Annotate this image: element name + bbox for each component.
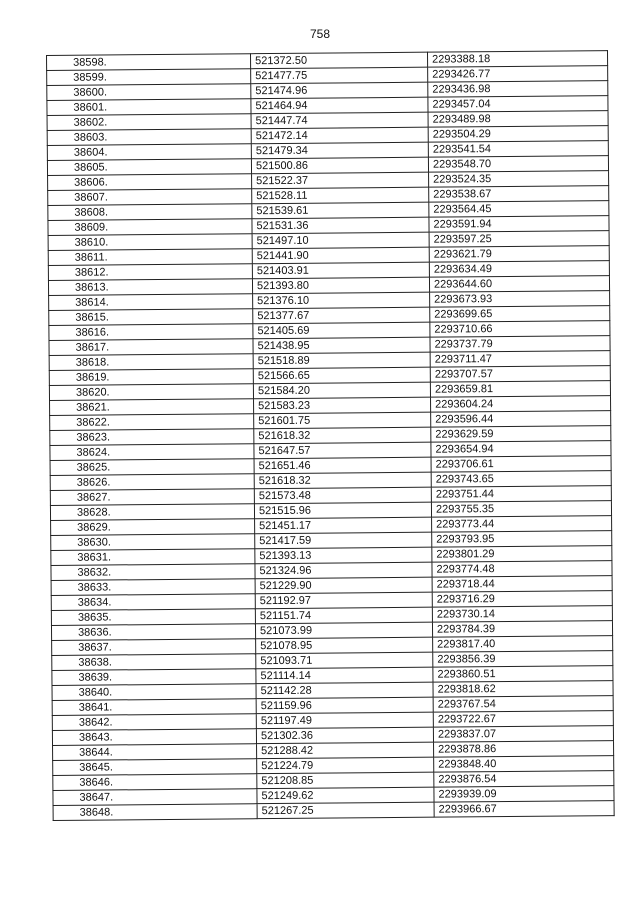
y-coordinate-cell: 2293767.54 <box>433 696 613 713</box>
x-coordinate-cell: 521078.95 <box>256 637 433 654</box>
point-id-cell: 38617. <box>49 339 253 356</box>
y-coordinate-cell: 2293730.14 <box>432 606 612 623</box>
point-id-cell: 38610. <box>48 234 252 251</box>
x-coordinate-cell: 521479.34 <box>251 142 428 159</box>
x-coordinate-cell: 521618.32 <box>254 472 431 489</box>
coordinates-table-body <box>47 51 615 821</box>
x-coordinate-cell: 521464.94 <box>251 97 428 114</box>
page-number: 758 <box>309 27 331 41</box>
x-coordinate-cell: 521302.36 <box>256 727 433 744</box>
point-id-cell: 38637. <box>52 639 256 656</box>
x-coordinate-cell: 521601.75 <box>254 412 431 429</box>
point-id-cell: 38608. <box>48 204 252 221</box>
y-coordinate-cell: 2293489.98 <box>428 111 608 128</box>
point-id-cell: 38615. <box>49 309 253 326</box>
x-coordinate-cell: 521159.96 <box>256 697 433 714</box>
y-coordinate-cell: 2293654.94 <box>431 441 611 458</box>
x-coordinate-cell: 521515.96 <box>254 502 431 519</box>
x-coordinate-cell: 521288.42 <box>257 742 434 759</box>
y-coordinate-cell: 2293774.48 <box>432 561 612 578</box>
point-id-cell: 38647. <box>53 789 257 806</box>
coordinates-table-container <box>46 51 565 821</box>
x-coordinate-cell: 521438.95 <box>253 337 430 354</box>
y-coordinate-cell: 2293538.67 <box>429 186 609 203</box>
point-id-cell: 38626. <box>50 474 254 491</box>
x-coordinate-cell: 521647.57 <box>254 442 431 459</box>
y-coordinate-cell: 2293856.39 <box>433 651 613 668</box>
y-coordinate-cell: 2293564.45 <box>429 201 609 218</box>
point-id-cell: 38642. <box>52 714 256 731</box>
y-coordinate-cell: 2293659.81 <box>430 381 610 398</box>
point-id-cell: 38633. <box>51 579 255 596</box>
x-coordinate-cell: 521142.28 <box>256 682 433 699</box>
y-coordinate-cell: 2293817.40 <box>433 636 613 653</box>
y-coordinate-cell: 2293621.79 <box>429 246 609 263</box>
x-coordinate-cell: 521573.48 <box>254 487 431 504</box>
x-coordinate-cell: 521584.20 <box>253 382 430 399</box>
x-coordinate-cell: 521447.74 <box>251 112 428 129</box>
x-coordinate-cell: 521497.10 <box>252 232 429 249</box>
x-coordinate-cell: 521093.71 <box>256 652 433 669</box>
y-coordinate-cell: 2293784.39 <box>432 621 612 638</box>
y-coordinate-cell: 2293604.24 <box>431 396 611 413</box>
y-coordinate-cell: 2293388.18 <box>427 51 607 68</box>
point-id-cell: 38604. <box>47 144 251 161</box>
point-id-cell: 38645. <box>53 759 257 776</box>
y-coordinate-cell: 2293706.61 <box>431 456 611 473</box>
point-id-cell: 38627. <box>50 489 254 506</box>
y-coordinate-cell: 2293837.07 <box>433 726 613 743</box>
y-coordinate-cell: 2293755.35 <box>431 501 611 518</box>
y-coordinate-cell: 2293596.44 <box>431 411 611 428</box>
x-coordinate-cell: 521522.37 <box>252 172 429 189</box>
x-coordinate-cell: 521224.79 <box>257 757 434 774</box>
point-id-cell: 38602. <box>47 114 251 131</box>
point-id-cell: 38623. <box>50 429 254 446</box>
point-id-cell: 38598. <box>47 54 251 71</box>
x-coordinate-cell: 521539.61 <box>252 202 429 219</box>
y-coordinate-cell: 2293722.67 <box>433 711 613 728</box>
y-coordinate-cell: 2293524.35 <box>429 171 609 188</box>
x-coordinate-cell: 521377.67 <box>253 307 430 324</box>
point-id-cell: 38609. <box>48 219 252 236</box>
y-coordinate-cell: 2293634.49 <box>429 261 609 278</box>
x-coordinate-cell: 521518.89 <box>253 352 430 369</box>
point-id-cell: 38621. <box>50 399 254 416</box>
point-id-cell: 38599. <box>47 69 251 86</box>
y-coordinate-cell: 2293966.67 <box>434 801 614 818</box>
point-id-cell: 38620. <box>49 384 253 401</box>
x-coordinate-cell: 521405.69 <box>253 322 430 339</box>
y-coordinate-cell: 2293751.44 <box>431 486 611 503</box>
y-coordinate-cell: 2293860.51 <box>433 666 613 683</box>
point-id-cell: 38640. <box>52 684 256 701</box>
y-coordinate-cell: 2293711.47 <box>430 351 610 368</box>
point-id-cell: 38625. <box>50 459 254 476</box>
point-id-cell: 38641. <box>52 699 256 716</box>
point-id-cell: 38613. <box>48 279 252 296</box>
y-coordinate-cell: 2293591.94 <box>429 216 609 233</box>
x-coordinate-cell: 521500.86 <box>251 157 428 174</box>
point-id-cell: 38638. <box>52 654 256 671</box>
point-id-cell: 38618. <box>49 354 253 371</box>
point-id-cell: 38639. <box>52 669 256 686</box>
y-coordinate-cell: 2293876.54 <box>434 771 614 788</box>
point-id-cell: 38611. <box>48 249 252 266</box>
x-coordinate-cell: 521073.99 <box>255 622 432 639</box>
point-id-cell: 38616. <box>49 324 253 341</box>
y-coordinate-cell: 2293939.09 <box>434 786 614 803</box>
x-coordinate-cell: 521566.65 <box>253 367 430 384</box>
y-coordinate-cell: 2293673.93 <box>430 291 610 308</box>
x-coordinate-cell: 521618.32 <box>254 427 431 444</box>
x-coordinate-cell: 521528.11 <box>252 187 429 204</box>
y-coordinate-cell: 2293878.86 <box>434 741 614 758</box>
x-coordinate-cell: 521192.97 <box>255 592 432 609</box>
y-coordinate-cell: 2293707.57 <box>430 366 610 383</box>
point-id-cell: 38624. <box>50 444 254 461</box>
y-coordinate-cell: 2293548.70 <box>428 156 608 173</box>
y-coordinate-cell: 2293457.04 <box>428 96 608 113</box>
y-coordinate-cell: 2293710.66 <box>430 321 610 338</box>
point-id-cell: 38643. <box>52 729 256 746</box>
point-id-cell: 38603. <box>47 129 251 146</box>
y-coordinate-cell: 2293773.44 <box>432 516 612 533</box>
x-coordinate-cell: 521472.14 <box>251 127 428 144</box>
x-coordinate-cell: 521267.25 <box>257 802 434 819</box>
y-coordinate-cell: 2293541.54 <box>428 141 608 158</box>
y-coordinate-cell: 2293644.60 <box>429 276 609 293</box>
x-coordinate-cell: 521372.50 <box>250 52 427 69</box>
point-id-cell: 38644. <box>53 744 257 761</box>
point-id-cell: 38612. <box>48 264 252 281</box>
y-coordinate-cell: 2293504.29 <box>428 126 608 143</box>
x-coordinate-cell: 521393.13 <box>255 547 432 564</box>
x-coordinate-cell: 521324.96 <box>255 562 432 579</box>
x-coordinate-cell: 521417.59 <box>255 532 432 549</box>
point-id-cell: 38634. <box>51 594 255 611</box>
x-coordinate-cell: 521249.62 <box>257 787 434 804</box>
y-coordinate-cell: 2293801.29 <box>432 546 612 563</box>
x-coordinate-cell: 521393.80 <box>252 277 429 294</box>
point-id-cell: 38601. <box>47 99 251 116</box>
x-coordinate-cell: 521151.74 <box>255 607 432 624</box>
point-id-cell: 38628. <box>50 504 254 521</box>
point-id-cell: 38629. <box>51 519 255 536</box>
point-id-cell: 38630. <box>51 534 255 551</box>
point-id-cell: 38607. <box>48 189 252 206</box>
y-coordinate-cell: 2293426.77 <box>428 66 608 83</box>
point-id-cell: 38600. <box>47 84 251 101</box>
point-id-cell: 38614. <box>49 294 253 311</box>
point-id-cell: 38605. <box>47 159 251 176</box>
point-id-cell: 38619. <box>49 369 253 386</box>
y-coordinate-cell: 2293737.79 <box>430 336 610 353</box>
y-coordinate-cell: 2293699.65 <box>430 306 610 323</box>
x-coordinate-cell: 521403.91 <box>252 262 429 279</box>
point-id-cell: 38635. <box>51 609 255 626</box>
y-coordinate-cell: 2293818.62 <box>433 681 613 698</box>
x-coordinate-cell: 521651.46 <box>254 457 431 474</box>
point-id-cell: 38646. <box>53 774 257 791</box>
y-coordinate-cell: 2293597.25 <box>429 231 609 248</box>
point-id-cell: 38631. <box>51 549 255 566</box>
y-coordinate-cell: 2293436.98 <box>428 81 608 98</box>
x-coordinate-cell: 521114.14 <box>256 667 433 684</box>
point-id-cell: 38606. <box>48 174 252 191</box>
x-coordinate-cell: 521441.90 <box>252 247 429 264</box>
y-coordinate-cell: 2293793.95 <box>432 531 612 548</box>
x-coordinate-cell: 521208.85 <box>257 772 434 789</box>
y-coordinate-cell: 2293629.59 <box>431 426 611 443</box>
x-coordinate-cell: 521229.90 <box>255 577 432 594</box>
x-coordinate-cell: 521477.75 <box>251 67 428 84</box>
x-coordinate-cell: 521451.17 <box>255 517 432 534</box>
y-coordinate-cell: 2293743.65 <box>431 471 611 488</box>
y-coordinate-cell: 2293716.29 <box>432 591 612 608</box>
point-id-cell: 38632. <box>51 564 255 581</box>
x-coordinate-cell: 521583.23 <box>254 397 431 414</box>
point-id-cell: 38622. <box>50 414 254 431</box>
y-coordinate-cell: 2293718.44 <box>432 576 612 593</box>
x-coordinate-cell: 521376.10 <box>253 292 430 309</box>
point-id-cell: 38636. <box>51 624 255 641</box>
x-coordinate-cell: 521474.96 <box>251 82 428 99</box>
x-coordinate-cell: 521531.36 <box>252 217 429 234</box>
y-coordinate-cell: 2293848.40 <box>434 756 614 773</box>
coordinates-table <box>46 50 615 821</box>
x-coordinate-cell: 521197.49 <box>256 712 433 729</box>
point-id-cell: 38648. <box>53 804 257 821</box>
